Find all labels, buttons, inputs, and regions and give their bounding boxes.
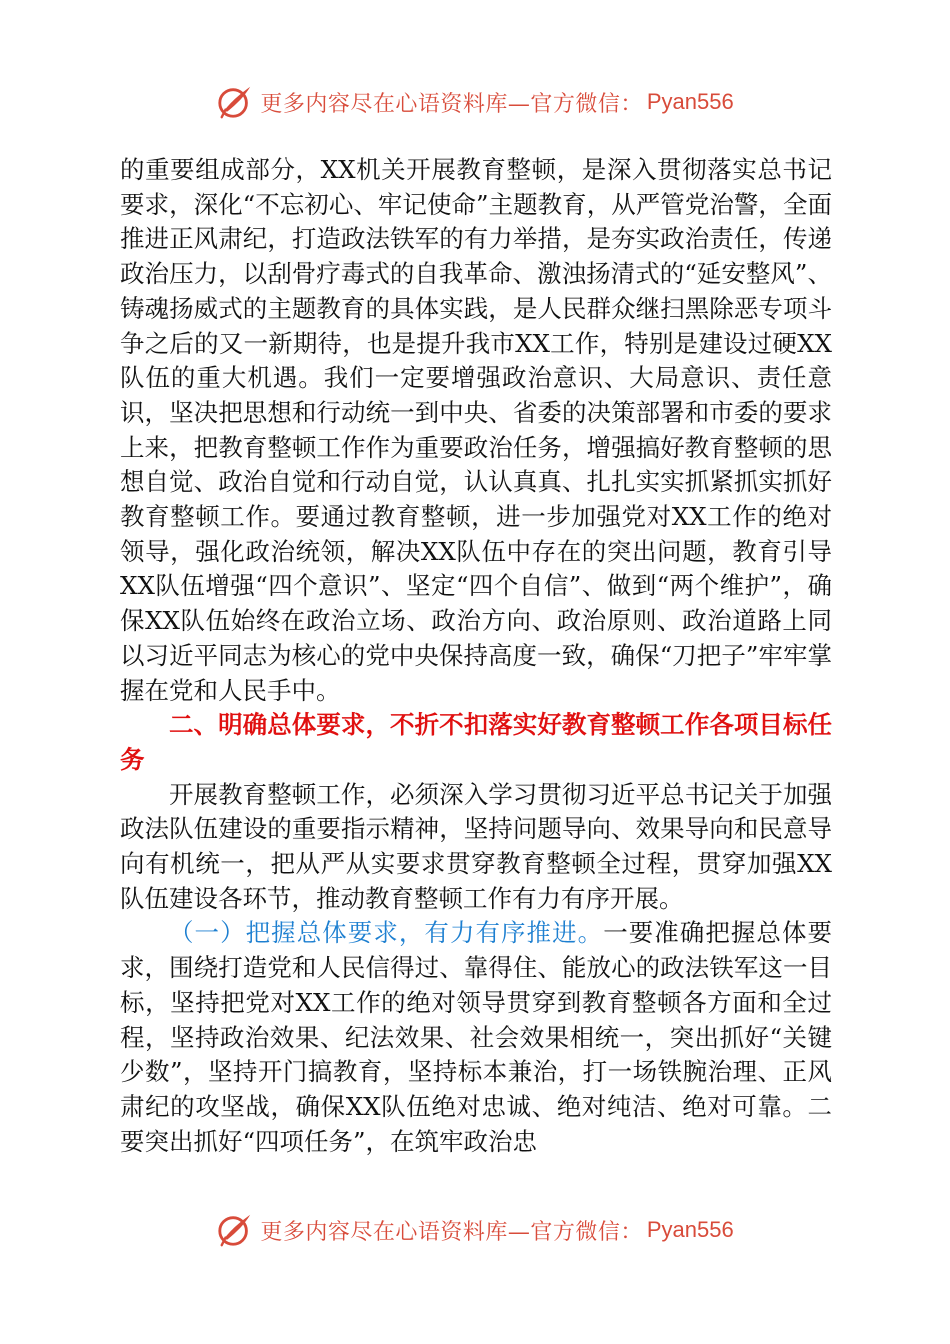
paragraph-3-text: 一要准确把握总体要求，围绕打造党和人民信得过、靠得住、能放心的政法铁军这一目标，坚持把党对XX工作的绝对领导贯穿到教育整顿各方面和全过程，坚持政治效果、纪法效果、社会效果相统一，突出抓好“关键少数”，坚持开门搞教育，坚持标本兼治，打一场铁腕治理、正风肃纪的攻坚战，确保XX队伍绝对忠诚、绝对纯洁、绝对可靠。二要突出抓好“四项任务”，在筑牢政治忠 bbox=[120, 918, 833, 1156]
watermark-banner-bottom bbox=[0, 1208, 950, 1252]
paragraph-1: 的重要组成部分，XX机关开展教育整顿，是深入贯彻落实总书记要求，深化“不忘初心、牢记使命”主题教育，从严管党治警，全面推进正风肃纪，打造政法铁军的有力举措，是夯实政治责任，传递政治压力，以刮骨疗毒式的自我革命、激浊扬清式的“延安整风”、铸魂扬威式的主题教育的具体实践，是人民群众继扫黑除恶专项斗争之后的又一新期待，也是提升我市XX工作，特别是建设过硬XX队伍的重大机遇。我们一定要增强政治意识、大局意识、责任意识，坚决把思想和行动统一到中央、省委的决策部署和市委的要求上来，把教育整顿工作作为重要政治任务，增强搞好教育整顿的思想自觉、政治自觉和行动自觉，认认真真、扎扎实实抓紧抓实抓好教育整顿工作。要通过教育整顿，进一步加强党对XX工作的绝对领导，强化政治统领，解决XX队伍中存在的突出问题，教育引导XX队伍增强“四个意识”、坚定“四个自信”、做到“两个维护”，确保XX队伍始终在政治立场、政治方向、政治原则、政治道路上同以习近平同志为核心的党中央保持高度一致，确保“刀把子”牢牢掌握在党和人民手中。 bbox=[120, 155, 832, 705]
subheading-1: （一）把握总体要求，有力有序推进。 bbox=[169, 918, 604, 948]
paragraph-3 bbox=[120, 916, 832, 1159]
document-body bbox=[120, 153, 832, 1159]
quill-logo-icon bbox=[216, 1211, 254, 1249]
paragraph-2: 开展教育整顿工作，必须深入学习贯彻习近平总书记关于加强政法队伍建设的重要指示精神，坚持问题导向、效果导向和民意导向有机统一，把从严从实要求贯穿教育整顿全过程，贯穿加强XX队伍建设各环节，推动教育整顿工作有力有序开展。 bbox=[120, 779, 832, 913]
watermark-id: Pyan556 bbox=[646, 1217, 734, 1242]
watermark-banner-top bbox=[0, 80, 950, 124]
watermark-text: 更多内容尽在心语资料库—官方微信： bbox=[260, 91, 643, 117]
watermark-text: 更多内容尽在心语资料库—官方微信： bbox=[260, 1219, 643, 1245]
watermark-id: Pyan556 bbox=[646, 89, 734, 114]
quill-logo-icon bbox=[216, 83, 254, 121]
section-heading-2: 二、明确总体要求，不折不扣落实好教育整顿工作各项目标任务 bbox=[120, 710, 832, 774]
